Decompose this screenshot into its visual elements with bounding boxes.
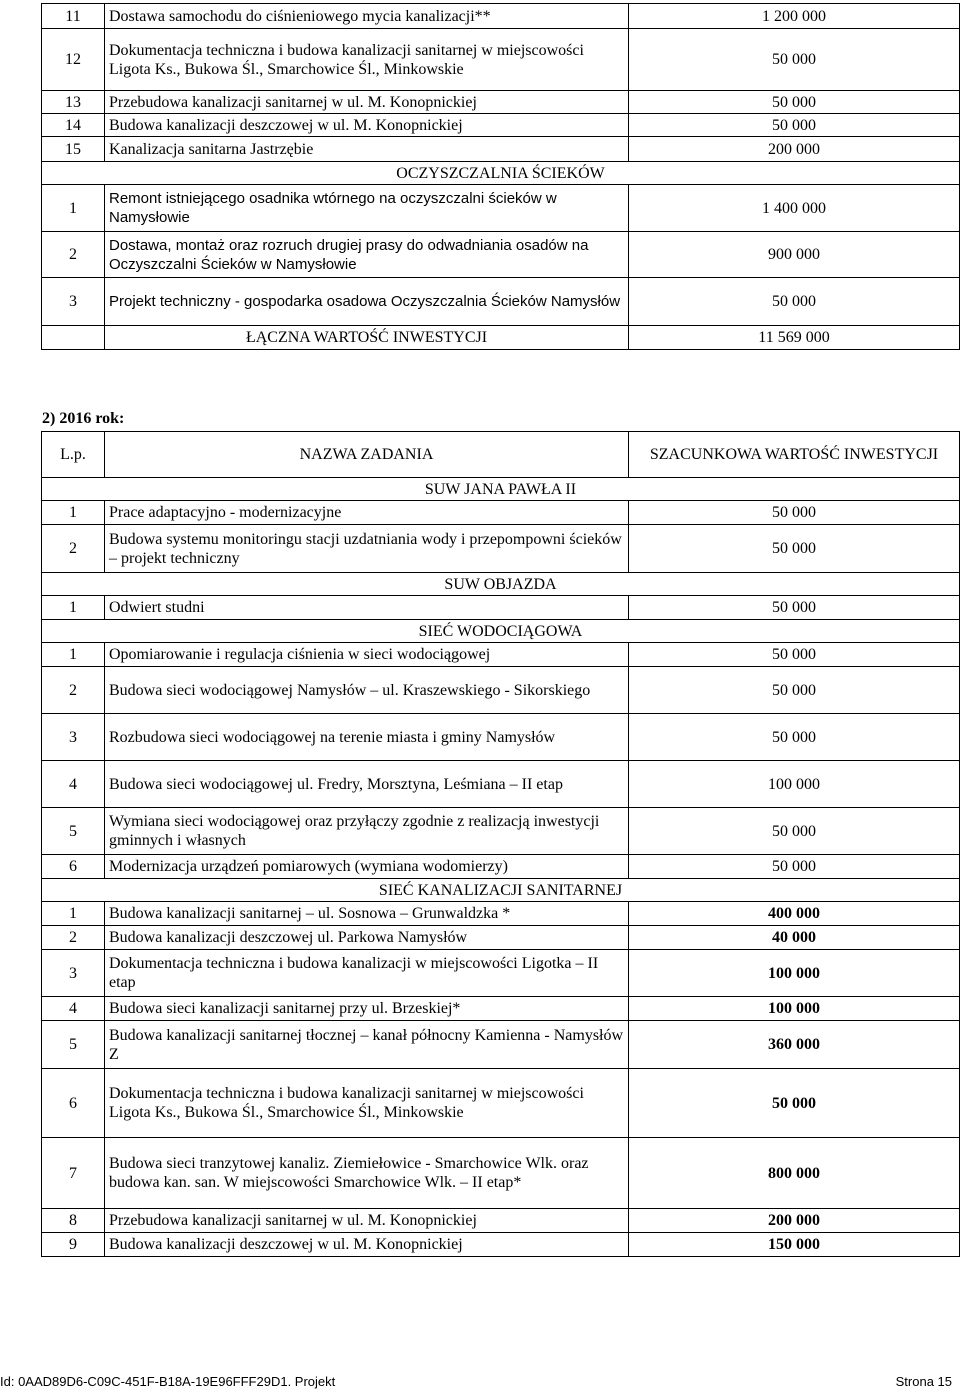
section-title-siec-kanalizacji: SIEĆ KANALIZACJI SANITARNEJ <box>42 879 960 902</box>
task-name: Dostawa, montaż oraz rozruch drugiej prasy do odwadniania osadów na Oczyszczalni Ścieków w Namysłowie <box>105 232 629 278</box>
task-name: Budowa kanalizacji deszczowej w ul. M. Konopnickiej <box>105 114 629 137</box>
row-number: 5 <box>42 808 105 855</box>
section-row <box>42 573 960 596</box>
table-row <box>42 91 960 114</box>
task-name: Wymiana sieci wodociągowej oraz przyłączy zgodnie z realizacją inwestycji gminnych i własnych <box>105 808 629 855</box>
table-row <box>42 114 960 137</box>
table-row <box>42 667 960 714</box>
table-row <box>42 950 960 997</box>
investment-table-2015-continued <box>41 3 960 350</box>
task-value: 50 000 <box>629 808 960 855</box>
row-number: 13 <box>42 91 105 114</box>
task-name: Modernizacja urządzeń pomiarowych (wymiana wodomierzy) <box>105 855 629 879</box>
task-value: 40 000 <box>629 926 960 950</box>
task-name: Budowa systemu monitoringu stacji uzdatniania wody i przepompowni ścieków – projekt techniczny <box>105 525 629 573</box>
row-number: 2 <box>42 525 105 573</box>
row-number: 8 <box>42 1209 105 1233</box>
task-value: 900 000 <box>629 232 960 278</box>
table-row <box>42 1069 960 1138</box>
row-number: 1 <box>42 185 105 232</box>
table-row <box>42 137 960 162</box>
task-value: 50 000 <box>629 1069 960 1138</box>
table-row <box>42 997 960 1021</box>
table-row <box>42 4 960 29</box>
page-number: Strona 15 <box>895 1374 952 1389</box>
table-row <box>42 29 960 91</box>
task-value: 50 000 <box>629 91 960 114</box>
task-name: Budowa kanalizacji deszczowej ul. Parkowa Namysłów <box>105 926 629 950</box>
table-row <box>42 1138 960 1209</box>
task-value: 1 200 000 <box>629 4 960 29</box>
table-row <box>42 1209 960 1233</box>
task-name: Dokumentacja techniczna i budowa kanalizacji sanitarnej w miejscowości Ligota Ks., Bukowa Śl., Smarchowice Śl., Minkowskie <box>105 29 629 91</box>
row-number: 1 <box>42 501 105 525</box>
table-row <box>42 714 960 761</box>
total-empty-cell <box>42 326 105 350</box>
section-row <box>42 620 960 643</box>
task-value: 200 000 <box>629 137 960 162</box>
row-number: 9 <box>42 1233 105 1257</box>
row-number: 1 <box>42 643 105 667</box>
section-row <box>42 162 960 185</box>
task-value: 360 000 <box>629 1021 960 1069</box>
table-row <box>42 278 960 326</box>
document-id: Id: 0AAD89D6-C09C-451F-B18A-19E96FFF29D1. Projekt <box>0 1374 336 1389</box>
task-value: 50 000 <box>629 596 960 620</box>
row-number: 5 <box>42 1021 105 1069</box>
task-name: Kanalizacja sanitarna Jastrzębie <box>105 137 629 162</box>
task-value: 50 000 <box>629 501 960 525</box>
row-number: 2 <box>42 926 105 950</box>
row-number: 12 <box>42 29 105 91</box>
row-number: 4 <box>42 997 105 1021</box>
task-name: Przebudowa kanalizacji sanitarnej w ul. M. Konopnickiej <box>105 91 629 114</box>
task-value: 50 000 <box>629 855 960 879</box>
row-number: 2 <box>42 667 105 714</box>
section-title-suw-jana-pawla: SUW JANA PAWŁA II <box>42 478 960 501</box>
task-name: Remont istniejącego osadnika wtórnego na oczyszczalni ścieków w Namysłowie <box>105 185 629 232</box>
row-number: 2 <box>42 232 105 278</box>
row-number: 4 <box>42 761 105 808</box>
task-value: 50 000 <box>629 643 960 667</box>
row-number: 3 <box>42 714 105 761</box>
task-name: Rozbudowa sieci wodociągowej na terenie miasta i gminy Namysłów <box>105 714 629 761</box>
task-name: Budowa sieci kanalizacji sanitarnej przy ul. Brzeskiej* <box>105 997 629 1021</box>
row-number: 15 <box>42 137 105 162</box>
section-title-oczyszczalnia: OCZYSZCZALNIA ŚCIEKÓW <box>42 162 960 185</box>
section-title-siec-wodociagowa: SIEĆ WODOCIĄGOWA <box>42 620 960 643</box>
task-name: Budowa kanalizacji sanitarnej tłocznej – kanał północny Kamienna - Namysłów Z <box>105 1021 629 1069</box>
task-value: 50 000 <box>629 667 960 714</box>
task-value: 150 000 <box>629 1233 960 1257</box>
year-heading: 2) 2016 rok: <box>42 410 125 427</box>
investment-table-2016 <box>41 431 960 1257</box>
table-row <box>42 232 960 278</box>
header-lp: L.p. <box>42 432 105 478</box>
task-name: Dostawa samochodu do ciśnieniowego mycia kanalizacji** <box>105 4 629 29</box>
task-value: 50 000 <box>629 525 960 573</box>
row-number: 3 <box>42 278 105 326</box>
section-row <box>42 879 960 902</box>
task-name: Dokumentacja techniczna i budowa kanalizacji sanitarnej w miejscowości Ligota Ks., Bukowa Śl., Smarchowice Śl., Minkowskie <box>105 1069 629 1138</box>
task-name: Prace adaptacyjno - modernizacyjne <box>105 501 629 525</box>
total-label: ŁĄCZNA WARTOŚĆ INWESTYCJI <box>105 326 629 350</box>
task-name: Projekt techniczny - gospodarka osadowa Oczyszczalnia Ścieków Namysłów <box>105 278 629 326</box>
task-value: 800 000 <box>629 1138 960 1209</box>
task-value: 100 000 <box>629 997 960 1021</box>
table-row <box>42 643 960 667</box>
task-value: 50 000 <box>629 114 960 137</box>
table-row <box>42 926 960 950</box>
task-value: 200 000 <box>629 1209 960 1233</box>
task-name: Budowa sieci tranzytowej kanaliz. Ziemiełowice - Smarchowice Wlk. oraz budowa kan. san. W miejscowości Smarchowice Wlk. – II etap* <box>105 1138 629 1209</box>
table-row <box>42 902 960 926</box>
total-row <box>42 326 960 350</box>
row-number: 3 <box>42 950 105 997</box>
table-row <box>42 525 960 573</box>
task-value: 100 000 <box>629 761 960 808</box>
header-estimated-value: SZACUNKOWA WARTOŚĆ INWESTYCJI <box>629 432 960 478</box>
row-number: 6 <box>42 1069 105 1138</box>
table-row <box>42 596 960 620</box>
task-value: 1 400 000 <box>629 185 960 232</box>
table-row <box>42 1021 960 1069</box>
task-name: Budowa sieci wodociągowej ul. Fredry, Morsztyna, Leśmiana – II etap <box>105 761 629 808</box>
table-row <box>42 855 960 879</box>
table-row <box>42 185 960 232</box>
task-name: Odwiert studni <box>105 596 629 620</box>
task-value: 50 000 <box>629 278 960 326</box>
table-row <box>42 1233 960 1257</box>
task-value: 50 000 <box>629 714 960 761</box>
task-value: 100 000 <box>629 950 960 997</box>
header-task-name: NAZWA ZADANIA <box>105 432 629 478</box>
task-name: Dokumentacja techniczna i budowa kanalizacji w miejscowości Ligotka – II etap <box>105 950 629 997</box>
section-row <box>42 478 960 501</box>
table-row <box>42 761 960 808</box>
task-name: Budowa sieci wodociągowej Namysłów – ul. Kraszewskiego - Sikorskiego <box>105 667 629 714</box>
task-value: 400 000 <box>629 902 960 926</box>
row-number: 7 <box>42 1138 105 1209</box>
task-name: Budowa kanalizacji deszczowej w ul. M. Konopnickiej <box>105 1233 629 1257</box>
section-title-suw-objazda: SUW OBJAZDA <box>42 573 960 596</box>
task-name: Opomiarowanie i regulacja ciśnienia w sieci wodociągowej <box>105 643 629 667</box>
task-name: Przebudowa kanalizacji sanitarnej w ul. M. Konopnickiej <box>105 1209 629 1233</box>
task-name: Budowa kanalizacji sanitarnej – ul. Sosnowa – Grunwaldzka * <box>105 902 629 926</box>
task-value: 50 000 <box>629 29 960 91</box>
row-number: 1 <box>42 902 105 926</box>
row-number: 11 <box>42 4 105 29</box>
row-number: 1 <box>42 596 105 620</box>
table-row <box>42 501 960 525</box>
row-number: 14 <box>42 114 105 137</box>
table-row <box>42 808 960 855</box>
row-number: 6 <box>42 855 105 879</box>
total-value: 11 569 000 <box>629 326 960 350</box>
